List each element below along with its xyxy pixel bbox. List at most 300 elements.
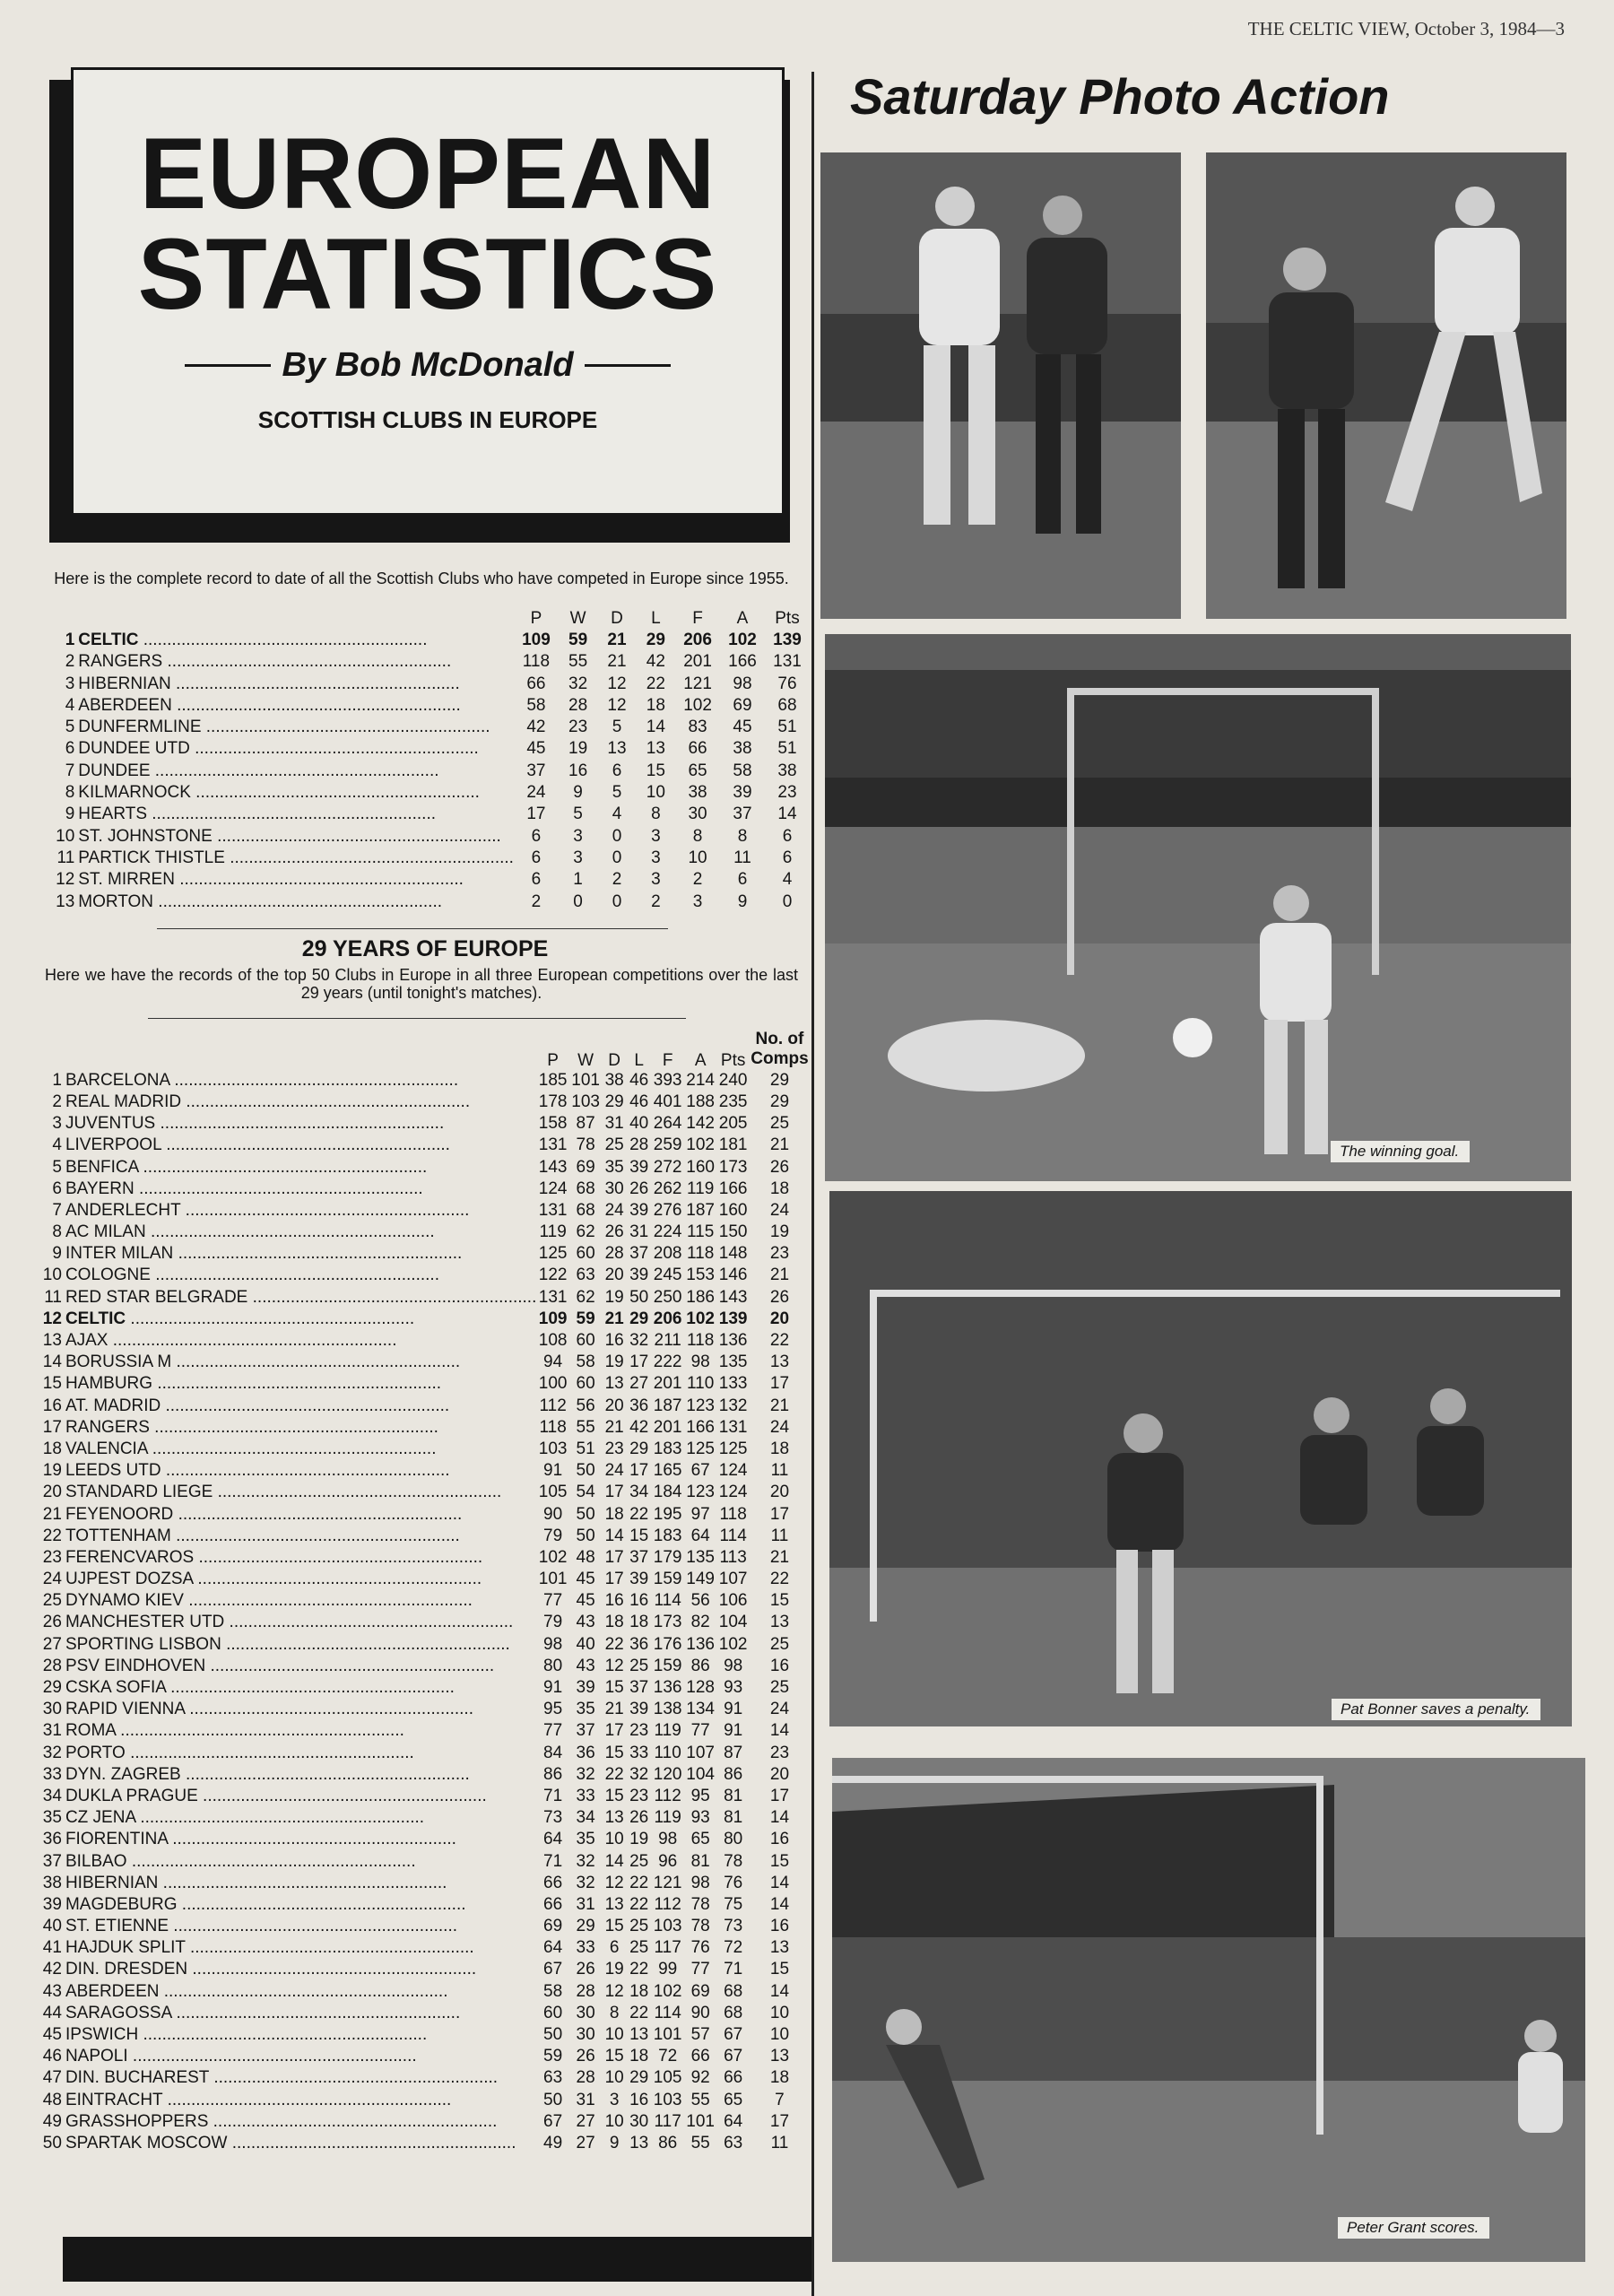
stat-cell: 187 (686, 1200, 715, 1220)
stat-cell: 32 (568, 674, 588, 693)
table-row (49, 673, 810, 694)
dot-leader: ............................................................ (171, 696, 461, 714)
stat-cell: 5 (612, 718, 622, 737)
club-name (65, 1874, 536, 1892)
stat-cell: 39 (629, 1157, 649, 1177)
comps-cell: 15 (769, 1851, 790, 1871)
stat-cell: 183 (653, 1439, 682, 1458)
comps-cell: 26 (769, 1157, 790, 1177)
stat-cell: 393 (653, 1070, 682, 1090)
dot-leader: ............................................................ (193, 1570, 482, 1588)
position-cell: 26 (42, 1613, 62, 1632)
position-cell: 42 (42, 1960, 62, 1979)
dot-leader: ............................................................ (171, 1353, 461, 1371)
club-label: EINTRACHT (65, 2091, 163, 2109)
table-row (40, 1329, 810, 1351)
comps-cell: 18 (769, 2068, 790, 2088)
club-label: HEARTS (78, 805, 147, 823)
club-cell (65, 1199, 536, 1221)
position-cell: 50 (42, 2133, 62, 2152)
stat-cell: 148 (718, 1244, 748, 1264)
comps-cell: 20 (769, 1764, 790, 1784)
comps-cell: 23 (769, 1244, 790, 1264)
position-cell: 4 (52, 1135, 62, 1155)
club-cell (65, 2023, 536, 2045)
stat-cell: 106 (718, 1591, 748, 1611)
dot-leader: ............................................................ (180, 1201, 470, 1219)
dot-leader: ............................................................ (127, 2048, 417, 2066)
stat-cell: 37 (733, 804, 752, 824)
position-cell: 28 (42, 1656, 62, 1675)
club-name (78, 849, 514, 866)
table-row (40, 1676, 810, 1698)
club-cell (65, 1829, 536, 1850)
stat-cell: 19 (604, 1960, 624, 1979)
stat-cell: 32 (629, 1331, 649, 1350)
header-l: L (634, 1051, 644, 1071)
dot-leader: ............................................................ (159, 1982, 448, 2000)
comps-cell: 13 (769, 2047, 790, 2066)
stat-cell: 112 (539, 1396, 567, 1415)
comps-cell: 11 (770, 1461, 789, 1481)
club-name (65, 1983, 536, 2000)
position-cell: 46 (42, 2047, 62, 2066)
header-panel (71, 67, 785, 516)
stat-cell: 58 (543, 1981, 563, 2001)
club-cell (65, 1308, 536, 1329)
comps-cell: 15 (769, 1591, 790, 1611)
club-label: MORTON (78, 892, 154, 910)
club-label: BARCELONA (65, 1071, 170, 1089)
stat-cell: 103 (538, 1439, 568, 1458)
stat-cell: 120 (653, 1764, 682, 1784)
stat-cell: 67 (724, 2025, 743, 2044)
stat-cell: 50 (543, 2025, 563, 2044)
europe-top-50-table (40, 1030, 810, 2153)
club-cell (78, 629, 514, 650)
stat-cell: 15 (604, 1917, 624, 1936)
stat-cell: 128 (686, 1678, 715, 1697)
club-label: DUNDEE (78, 761, 151, 779)
stat-cell: 18 (629, 2047, 649, 2066)
stat-cell: 118 (522, 652, 551, 672)
club-label: DYNAMO KIEV (65, 1592, 184, 1610)
club-cell (65, 1742, 536, 1763)
stat-cell: 15 (604, 1743, 624, 1762)
club-label: PORTO (65, 1744, 126, 1761)
stat-cell: 22 (629, 1873, 649, 1892)
stat-cell: 38 (604, 1070, 624, 1090)
comps-cell: 24 (769, 1700, 790, 1719)
position-cell: 18 (42, 1439, 62, 1458)
position-cell: 10 (56, 826, 75, 846)
club-label: TOTTENHAM (65, 1526, 171, 1544)
stat-cell: 95 (543, 1700, 563, 1719)
stat-cell: 46 (629, 1070, 649, 1090)
header-pos-blank (49, 607, 78, 629)
stat-cell: 146 (718, 1265, 748, 1285)
stat-cell: 39 (576, 1678, 595, 1697)
table-row (40, 1178, 810, 1199)
table-row (40, 1156, 810, 1178)
stat-cell: 10 (604, 1830, 624, 1849)
stat-cell: 18 (604, 1504, 624, 1524)
stat-cell: 108 (538, 1331, 568, 1350)
club-label: MAGDEBURG (65, 1895, 178, 1913)
position-cell: 20 (42, 1483, 62, 1502)
club-cell (65, 1416, 536, 1438)
table-row (49, 847, 810, 868)
stat-cell: 46 (629, 1091, 649, 1111)
stat-cell: 3 (692, 891, 703, 911)
position-cell: 8 (65, 783, 75, 803)
comps-cell: 21 (769, 1547, 790, 1567)
stat-cell: 17 (604, 1483, 624, 1502)
stat-cell: 15 (604, 1678, 624, 1697)
stat-cell: 101 (686, 2111, 715, 2131)
stat-cell: 272 (653, 1157, 682, 1177)
table-row (40, 1352, 810, 1373)
club-name (65, 1853, 536, 1870)
stat-cell: 30 (576, 2025, 595, 2044)
stat-cell: 33 (576, 1938, 595, 1958)
club-name (65, 1440, 536, 1457)
club-name (78, 631, 514, 648)
stat-cell: 42 (629, 1417, 649, 1437)
club-name (65, 2135, 536, 2152)
stat-cell: 98 (733, 674, 752, 693)
club-cell (65, 2046, 536, 2067)
club-cell (65, 1069, 536, 1091)
stat-cell: 105 (538, 1483, 568, 1502)
dot-leader: ............................................................ (147, 1439, 437, 1457)
club-label: ST. ETIENNE (65, 1918, 169, 1935)
byline-text: By Bob McDonald (282, 346, 574, 384)
comps-cell: 18 (769, 1178, 790, 1198)
stat-cell: 59 (543, 2047, 563, 2066)
stat-cell: 102 (683, 695, 712, 715)
stat-cell: 92 (690, 2068, 710, 2088)
stat-cell: 10 (604, 2025, 624, 2044)
stat-cell: 45 (576, 1570, 595, 1589)
club-name (65, 1093, 536, 1110)
table-row (40, 1460, 810, 1482)
stat-cell: 185 (538, 1070, 568, 1090)
club-cell (65, 1460, 536, 1482)
comps-cell: 10 (769, 2003, 790, 2022)
headline-line-2: STATISTICS (137, 218, 718, 330)
stat-cell: 64 (543, 1938, 563, 1958)
stat-cell: 22 (604, 1634, 624, 1654)
club-name (65, 1766, 536, 1783)
stat-cell: 16 (629, 1591, 649, 1611)
position-cell: 7 (52, 1200, 62, 1220)
club-cell (65, 2110, 536, 2132)
position-cell: 10 (42, 1265, 62, 1285)
stat-cell: 121 (683, 674, 712, 693)
table-row (40, 1980, 810, 2002)
stat-cell: 15 (629, 1526, 649, 1545)
table-row (40, 1872, 810, 1893)
stat-cell: 71 (724, 1960, 743, 1979)
table-row (40, 2110, 810, 2132)
club-label: CSKA SOFIA (65, 1679, 166, 1696)
table-row (40, 1655, 810, 1676)
club-cell (65, 1655, 536, 1676)
comps-cell: 25 (769, 1114, 790, 1134)
stat-cell: 30 (629, 2111, 649, 2131)
stat-cell: 84 (543, 1743, 563, 1762)
club-label: HIBERNIAN (78, 674, 171, 692)
stat-cell: 25 (629, 1656, 649, 1675)
position-cell: 37 (42, 1851, 62, 1871)
comps-cell: 22 (769, 1570, 790, 1589)
stat-cell: 28 (629, 1135, 649, 1155)
club-name (65, 1375, 536, 1392)
photo-section-title: Saturday Photo Action (850, 68, 1390, 125)
club-label: BENFICA (65, 1158, 139, 1176)
stat-cell: 101 (571, 1070, 600, 1090)
club-name (65, 1744, 536, 1761)
stat-cell: 401 (653, 1091, 682, 1111)
stat-cell: 21 (607, 630, 627, 649)
stat-cell: 184 (653, 1483, 682, 1502)
statistics-column (40, 67, 810, 2154)
club-cell (65, 1221, 536, 1242)
stat-cell: 22 (629, 1894, 649, 1914)
stat-cell: 72 (724, 1938, 743, 1958)
stat-cell: 68 (724, 2003, 743, 2022)
match-photo-5 (832, 1758, 1585, 2262)
stat-cell: 63 (576, 1265, 595, 1285)
stat-cell: 114 (654, 2003, 681, 2022)
stat-cell: 2 (612, 870, 622, 890)
club-cell (65, 2132, 536, 2153)
dot-leader: ............................................................ (208, 2112, 498, 2130)
stat-cell: 29 (576, 1917, 595, 1936)
club-name (65, 1613, 536, 1631)
stat-cell: 67 (543, 2111, 563, 2131)
club-cell (65, 2089, 536, 2110)
club-name (65, 1397, 536, 1414)
header-p: P (547, 1051, 559, 1071)
stat-cell: 22 (646, 674, 665, 693)
club-name (65, 1332, 536, 1349)
dot-leader: ............................................................ (155, 1115, 445, 1133)
stat-cell: 98 (724, 1656, 743, 1675)
comps-cell: 14 (769, 1873, 790, 1892)
stat-cell: 27 (629, 1374, 649, 1394)
stat-cell: 124 (718, 1461, 748, 1481)
table-row (40, 1720, 810, 1742)
club-name (65, 1918, 536, 1935)
table-row (40, 1850, 810, 1872)
dot-leader: ............................................................ (171, 2004, 461, 2022)
stat-cell: 86 (543, 1764, 563, 1784)
header-pts: Pts (720, 1051, 746, 1071)
dot-leader: ............................................................ (183, 1592, 473, 1610)
club-cell (65, 1676, 536, 1698)
dot-leader: ............................................................ (180, 1765, 470, 1783)
stat-cell: 93 (690, 1808, 710, 1828)
stat-cell: 149 (686, 1570, 715, 1589)
headline-line-1: EUROPEAN (139, 117, 716, 230)
position-cell: 34 (42, 1786, 62, 1805)
header-l: L (651, 608, 661, 628)
table-row (49, 825, 810, 847)
stat-cell: 99 (658, 1960, 678, 1979)
comps-cell: 24 (769, 1417, 790, 1437)
match-photo-3-image (825, 634, 1571, 1181)
stat-cell: 259 (653, 1135, 682, 1155)
club-cell (78, 673, 514, 694)
club-name (78, 675, 514, 692)
stat-cell: 37 (629, 1547, 649, 1567)
stat-cell: 13 (629, 2025, 649, 2044)
stat-cell: 13 (629, 2133, 649, 2152)
club-cell (65, 1612, 536, 1633)
header-d: D (611, 608, 623, 628)
stat-cell: 250 (653, 1287, 682, 1307)
position-cell: 47 (42, 2068, 62, 2088)
table-row (49, 738, 810, 760)
stat-cell: 135 (686, 1547, 715, 1567)
comps-cell: 17 (769, 1374, 790, 1394)
comps-cell: 13 (769, 1938, 790, 1958)
dot-leader: ............................................................ (209, 2069, 499, 2087)
club-name (65, 1310, 536, 1327)
club-cell (78, 738, 514, 760)
dot-leader: ............................................................ (190, 784, 480, 802)
position-cell: 12 (42, 1309, 62, 1328)
dot-leader: ............................................................ (247, 1288, 537, 1306)
stat-cell: 160 (718, 1200, 748, 1220)
match-photo-4-image (829, 1191, 1572, 1726)
stat-cell: 60 (543, 2003, 563, 2022)
stat-cell: 9 (573, 783, 583, 803)
stat-cell: 102 (538, 1547, 568, 1567)
stat-cell: 66 (724, 2068, 743, 2088)
stat-cell: 206 (683, 630, 712, 649)
club-label: FIORENTINA (65, 1831, 168, 1848)
stat-cell: 3 (651, 848, 661, 867)
stat-cell: 29 (629, 1439, 649, 1458)
stat-cell: 86 (658, 2133, 678, 2152)
stat-cell: 107 (718, 1570, 748, 1589)
dot-leader: ............................................................ (227, 2134, 516, 2152)
header-comps-line-2: Comps (751, 1049, 809, 1069)
stat-cell: 90 (690, 2003, 710, 2022)
stat-cell: 102 (686, 1135, 715, 1155)
club-cell (78, 716, 514, 737)
stat-cell: 0 (612, 848, 622, 867)
comps-cell: 18 (769, 1439, 790, 1458)
dot-leader: ............................................................ (213, 1483, 502, 1501)
club-name (78, 762, 514, 779)
dot-leader: ............................................................ (221, 1635, 510, 1653)
stat-cell: 117 (654, 2111, 681, 2131)
stat-cell: 131 (538, 1135, 568, 1155)
club-label: PSV EINDHOVEN (65, 1657, 206, 1674)
club-cell (65, 1265, 536, 1286)
stat-cell: 45 (733, 718, 752, 737)
stat-cell: 36 (576, 1743, 595, 1762)
stat-cell: 0 (782, 891, 793, 911)
stat-cell: 28 (604, 1244, 624, 1264)
stat-cell: 23 (604, 1439, 624, 1458)
table-row (40, 1590, 810, 1612)
club-cell (65, 1178, 536, 1199)
dot-leader: ............................................................ (161, 1396, 450, 1414)
stat-cell: 66 (690, 2047, 710, 2066)
stat-cell: 201 (653, 1374, 682, 1394)
stat-cell: 35 (604, 1157, 624, 1177)
club-label: RED STAR BELGRADE (65, 1288, 248, 1306)
stat-cell: 125 (686, 1439, 715, 1458)
club-label: COLOGNE (65, 1266, 151, 1284)
stat-cell: 35 (576, 1830, 595, 1849)
club-name (65, 1202, 536, 1219)
dot-leader: ............................................................ (187, 1961, 477, 1979)
club-name (65, 2026, 536, 2043)
club-label: BORUSSIA M (65, 1353, 172, 1371)
table-row (40, 1482, 810, 1503)
position-cell: 40 (42, 1917, 62, 1936)
position-cell: 5 (52, 1157, 62, 1177)
dot-leader: ............................................................ (205, 1657, 495, 1674)
stat-cell: 17 (604, 1570, 624, 1589)
stat-cell: 30 (604, 1178, 624, 1198)
table-row (40, 1308, 810, 1329)
stat-cell: 13 (646, 739, 665, 759)
club-label: VALENCIA (65, 1439, 148, 1457)
comps-cell: 25 (769, 1634, 790, 1654)
club-label: UJPEST DOZSA (65, 1570, 194, 1588)
stat-cell: 125 (718, 1439, 748, 1458)
club-cell (65, 1850, 536, 1872)
stat-cell: 110 (654, 1743, 681, 1762)
position-cell: 31 (42, 1721, 62, 1741)
club-name (78, 828, 514, 845)
club-label: SPORTING LISBON (65, 1635, 221, 1653)
dot-leader: ............................................................ (174, 871, 464, 889)
stat-cell: 79 (543, 1613, 563, 1632)
stat-cell: 214 (686, 1070, 715, 1090)
stat-cell: 153 (686, 1265, 715, 1285)
club-label: HAMBURG (65, 1375, 153, 1393)
club-label: ABERDEEN (78, 696, 172, 714)
stat-cell: 222 (653, 1352, 682, 1372)
club-name (65, 1679, 536, 1696)
stat-cell: 103 (653, 1917, 682, 1936)
stat-cell: 76 (724, 1873, 743, 1892)
table-row (40, 1893, 810, 1915)
club-cell (65, 1091, 536, 1112)
comps-cell: 13 (769, 1352, 790, 1372)
stat-cell: 87 (724, 1743, 743, 1762)
stat-cell: 59 (576, 1309, 595, 1328)
stat-cell: 107 (686, 1743, 715, 1762)
club-name (65, 2092, 536, 2109)
header-club-blank (78, 607, 514, 629)
masthead: THE CELTIC VIEW, October 3, 1984—3 (1247, 18, 1565, 39)
stat-cell: 90 (543, 1504, 563, 1524)
position-cell: 11 (56, 848, 75, 867)
club-cell (65, 2002, 536, 2023)
stat-cell: 76 (777, 674, 797, 693)
stat-cell: 38 (777, 761, 797, 780)
stat-cell: 57 (690, 2025, 710, 2044)
